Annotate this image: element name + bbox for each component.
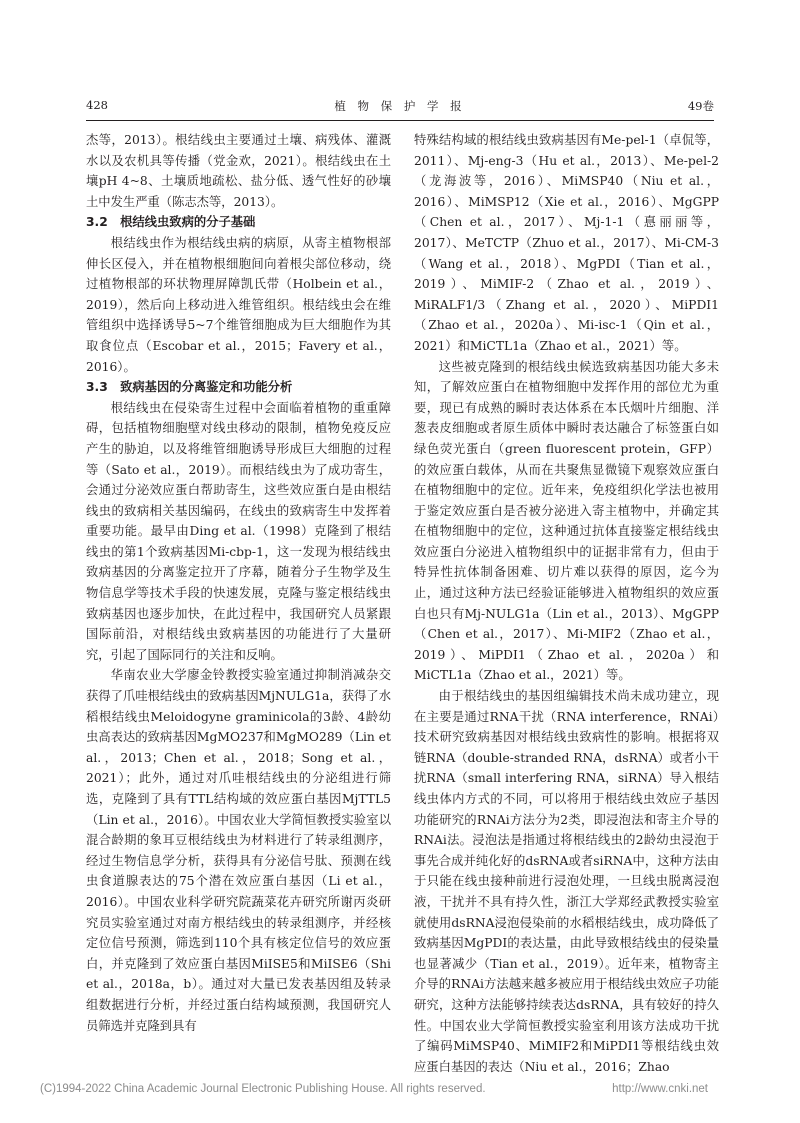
body-paragraph: 根结线虫作为根结线虫病的病原，从寄主植物根部伸长区侵入，并在植物根细胞间向着根尖部位移动，绕过植物根部的环状物理屏障凯氏带（Holbein et al.，2019），然后向上移动进入维管组织。根结线虫会在维管组织中选择诱导5~7个维管细胞成为巨大细胞作为其取食位点（Escobar et al.，2015；Favery et al.，2016）。: [86, 235, 391, 374]
body-paragraph: 杰等，2013）。根结线虫主要通过土壤、病残体、灌溉水以及农机具等传播（党金欢，2021）。根结线虫在土壤pH 4~8、土壤质地疏松、盐分低、透气性好的砂壤土中发生严重（陈志杰等，2013）。: [86, 133, 391, 209]
right-column: [414, 130, 719, 1077]
body-paragraph: 这些被克隆到的根结线虫候选致病基因功能大多未知，了解效应蛋白在植物细胞中发挥作用的部位尤为重要，现已有成熟的瞬时表达体系在本氏烟叶片细胞、洋葱表皮细胞或者原生质体中瞬时表达融合了标签蛋白如绿色荧光蛋白（green fluorescent protein，GFP）的效应蛋白载体，从而在共聚焦显微镜下观察效应蛋白在植物细胞中的定位。近年来，免疫组织化学法也被用于鉴定效应蛋白是否被分泌进入寄主植物中，并确定其在植物细胞中的定位，这种通过抗体直接鉴定根结线虫效应蛋白分泌进入植物组织中的证据非常有力，但由于特异性抗体制备困难、切片难以获得的原因，迄今为止，通过这种方法已经验证能够进入植物组织的效应蛋白也只有Mj-NULG1a（Lin et al.，2013）、MgGPP（Chen et al.，2017）、Mi-MIF2（Zhao et al.，2019）、MiPDI1（Zhao et al.，2020a）和MiCTL1a（Zhao et al.，2021）等。: [414, 359, 719, 683]
left-column: [86, 130, 391, 1036]
volume-label: 49卷: [687, 99, 714, 113]
body-paragraph: 华南农业大学廖金铃教授实验室通过抑制消减杂交获得了爪哇根结线虫的致病基因MjNULG1a，获得了水稻根结线虫Meloidogyne graminicola的3龄、4龄幼虫高表达的致病基因MgMO237和MgMO289（Lin et al.，2013；Chen et al.，2018；Song et al.，2021）；此外，通过对爪哇根结线虫的分泌组进行筛选，克隆到了具有TTL结构域的效应蛋白基因MjTTL5（Lin et al.，2016）。中国农业大学简恒教授实验室以混合龄期的象耳豆根结线虫为材料进行了转录组测序，经过生物信息学分析，获得具有分泌信号肽、预测在线虫食道腺表达的75个潜在效应蛋白基因（Li et al.，2016）。中国农业科学研究院蔬菜花卉研究所谢丙炎研究员实验室通过对南方根结线虫的转录组测序，并经核定位信号预测，筛选到110个具有核定位信号的效应蛋白，并克隆到了效应蛋白基因MiISE5和MiISE6（Shi et al.，2018a，b）。通过对大量已发表基因组及转录组数据进行分析，并经过蛋白结构域预测，我国研究人员筛选并克隆到具有: [86, 668, 391, 1033]
section-heading: 3.2 根结线虫致病的分子基础: [86, 215, 256, 230]
page-number: 428: [86, 98, 108, 112]
body-paragraph: 由于根结线虫的基因组编辑技术尚未成功建立，现在主要是通过RNA干扰（RNA interference，RNAi）技术研究致病基因对根结线虫致病性的影响。根据将双链RNA（double-stranded RNA，dsRNA）或者小干扰RNA（small interfering RNA，siRNA）导入根结线虫体内方式的不同，可以将用于根结线虫效应子基因功能研究的RNAi方法分为2类，即浸泡法和寄主介导的RNAi法。浸泡法是指通过将根结线虫的2龄幼虫浸泡于事先合成并纯化好的dsRNA或者siRNA中，这种方法由于只能在线虫接种前进行浸泡处理，一旦线虫脱离浸泡液，干扰并不具有持久性，浙江大学郑经武教授实验室就使用dsRNA浸泡侵染前的水稻根结线虫，成功降低了致病基因MgPDI的表达量，由此导致根结线虫的侵染量也显著减少（Tian et al.，2019）。近年来，植物寄主介导的RNAi方法越来越多被应用于根结线虫效应子功能研究，这种方法能够持续表达dsRNA，具有较好的持久性。中国农业大学简恒教授实验室利用该方法成功干扰了编码MiMSP40、MiMIF2和MiPDI1等根结线虫效应蛋白基因的表达（Niu et al.，2016；Zhao: [414, 689, 719, 1074]
section-heading: 3.3 致病基因的分离鉴定和功能分析: [86, 380, 293, 395]
page-footer: [0, 1083, 800, 1103]
running-header: [86, 94, 714, 118]
header-divider: [86, 120, 714, 121]
body-paragraph: 特殊结构域的根结线虫致病基因有Me-pel-1（卓侃等，2011）、Mj-eng-3（Hu et al.，2013）、Me-pel-2（龙海波等，2016）、MiMSP40（Niu et al.，2016）、MiMSP12（Xie et al.，2016）、MgGPP（Chen et al.，2017）、Mj-1-1（惪丽丽等，2017）、MeTCTP（Zhuo et al.，2017）、Mi-CM-3（Wang et al.，2018）、MgPDI（Tian et al.，2019）、MiMIF-2（Zhao et al.，2019）、MiRALF1/3（Zhang et al.，2020）、MiPDI1（Zhao et al.，2020a）、Mi-isc-1（Qin et al.，2021）和MiCTL1a（Zhao et al.，2021）等。: [414, 133, 719, 353]
body-paragraph: 根结线虫在侵染寄生过程中会面临着植物的重重障碍，包括植物细胞壁对线虫移动的限制，植物免疫反应产生的胁迫，以及将维管细胞诱导形成巨大细胞的过程等（Sato et al.，2019）。而根结线虫为了成功寄生，会通过分泌效应蛋白帮助寄生，这些效应蛋白是由根结线虫的致病相关基因编码，在线虫的致病寄生中发挥着重要功能。最早由Ding et al.（1998）克隆到了根结线虫的第1个致病基因Mi-cbp-1，这一发现为根结线虫致病基因的分离鉴定拉开了序幕，随着分子生物学及生物信息学等技术手段的快速发展，克隆与鉴定根结线虫致病基因也逐步加快，在此过程中，我国研究人员紧跟国际前沿，对根结线虫致病基因的功能进行了大量研究，引起了国际同行的关注和反响。: [86, 400, 391, 662]
journal-title: 植 物 保 护 学 报: [334, 99, 466, 113]
website-link[interactable]: http://www.cnki.net: [612, 1083, 708, 1095]
copyright-notice: (C)1994-2022 China Academic Journal Electronic Publishing House. All rights reserved.: [40, 1083, 486, 1095]
